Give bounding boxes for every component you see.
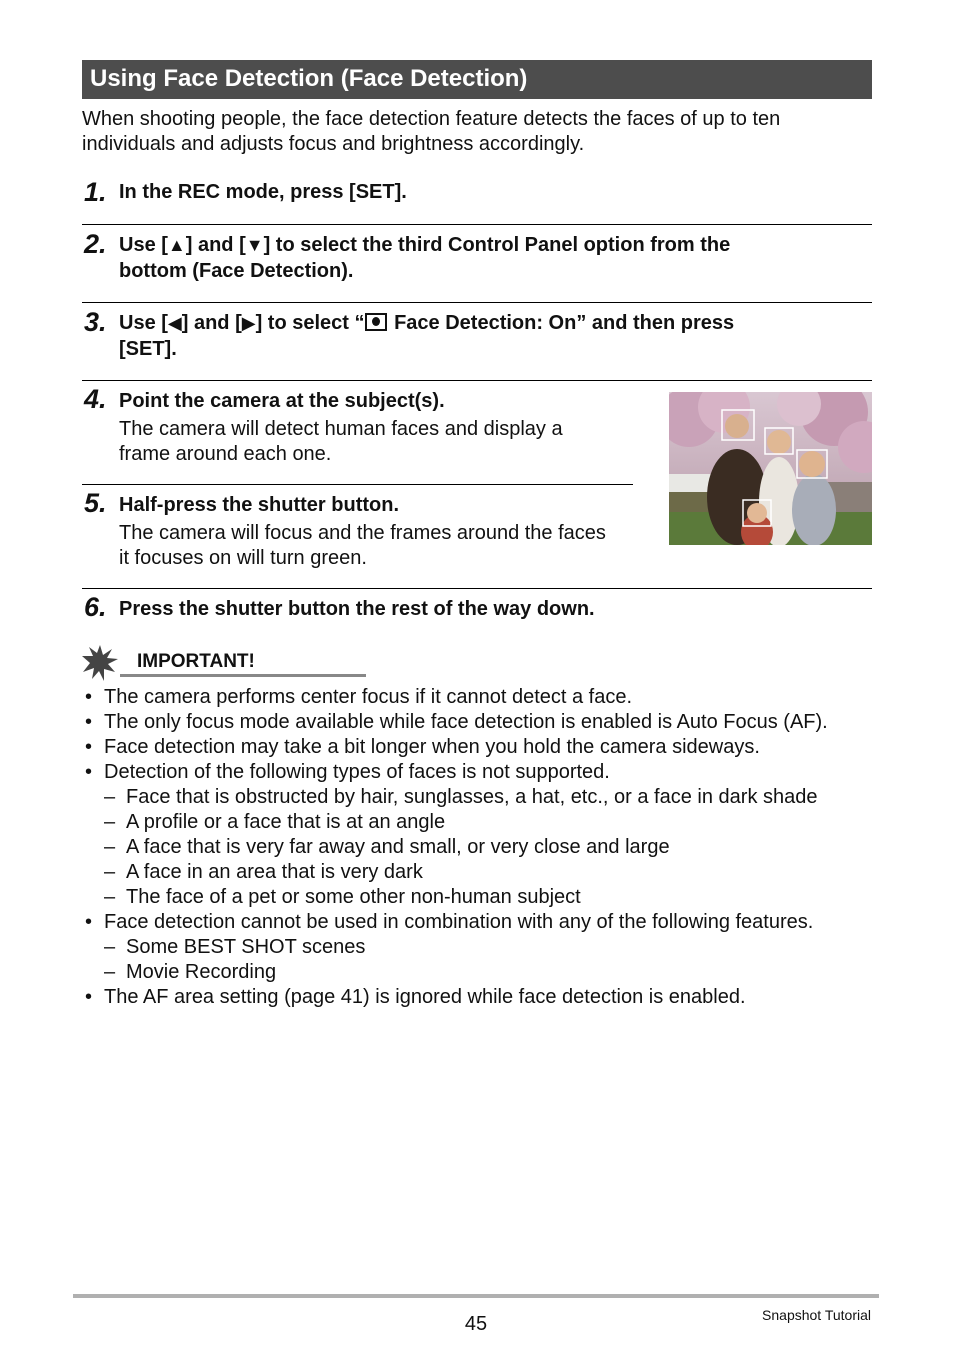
starburst-icon — [82, 645, 118, 681]
bullet-mark: • — [85, 986, 93, 1008]
important-header — [82, 645, 292, 681]
important-underline — [120, 674, 366, 677]
bullet-mark: • — [85, 761, 93, 783]
step-3-title — [119, 310, 734, 362]
list-item — [82, 910, 882, 935]
step-4-description — [119, 417, 563, 467]
step-1-number: 1. — [84, 177, 107, 207]
step-2-title — [119, 232, 730, 284]
face-detection-icon — [365, 313, 387, 331]
note-text: The only focus mode available while face detection is enabled is Auto Focus (AF). — [104, 711, 828, 733]
sub-list-item — [82, 885, 882, 910]
note-text: Face detection cannot be used in combination with any of the following features. — [104, 911, 814, 933]
footer-chapter-title: Snapshot Tutorial — [762, 1307, 871, 1323]
step-3-number: 3. — [84, 307, 107, 337]
step-2-text-b: ] and [ — [185, 234, 246, 256]
step-divider — [82, 302, 872, 303]
sub-list-item — [82, 810, 882, 835]
dash-mark: – — [104, 861, 116, 883]
bullet-mark: • — [85, 711, 93, 733]
note-text: Some BEST SHOT scenes — [126, 936, 366, 958]
step-2-number: 2. — [84, 229, 107, 259]
dash-mark: – — [104, 961, 116, 983]
step-divider — [82, 380, 872, 381]
note-text: The camera performs center focus if it cannot detect a face. — [104, 686, 633, 708]
step-4-number: 4. — [84, 384, 107, 414]
bullet-mark: • — [85, 736, 93, 758]
sub-list-item — [82, 785, 882, 810]
step-2-text-c: ] to select the third Control Panel option from the — [263, 234, 731, 256]
list-item — [82, 760, 882, 785]
important-notes — [82, 685, 882, 1010]
step-5-desc-line2: it focuses on will turn green. — [119, 547, 367, 569]
down-arrow-icon: ▼ — [245, 235, 264, 255]
step-5-number: 5. — [84, 488, 107, 518]
dash-mark: – — [104, 936, 116, 958]
step-3-text-a: Use [ — [119, 312, 168, 334]
dash-mark: – — [104, 786, 116, 808]
right-arrow-icon: ▶ — [241, 313, 256, 333]
note-text: A face that is very far away and small, or very close and large — [126, 836, 670, 858]
bullet-mark: • — [85, 686, 93, 708]
footer-rule — [73, 1294, 879, 1298]
step-4-title: Point the camera at the subject(s). — [119, 390, 445, 412]
step-5-description — [119, 521, 606, 571]
step-3-text-b: ] and [ — [181, 312, 242, 334]
step-2-text-line2: bottom (Face Detection). — [119, 260, 354, 282]
step-3-text-d: Face Detection: On” and then press — [388, 312, 735, 334]
bullet-mark: • — [85, 911, 93, 933]
note-text: Face detection may take a bit longer when you hold the camera sideways. — [104, 736, 760, 758]
step-6-title: Press the shutter button the rest of the way down. — [119, 598, 595, 620]
step-divider — [82, 224, 872, 225]
step-2-text-a: Use [ — [119, 234, 168, 256]
sub-list-item — [82, 835, 882, 860]
list-item — [82, 985, 882, 1010]
dash-mark: – — [104, 886, 116, 908]
list-item — [82, 685, 882, 710]
sub-list-item — [82, 935, 882, 960]
step-4-desc-line1: The camera will detect human faces and display a — [119, 418, 563, 440]
step-3-text-line2: [SET]. — [119, 338, 177, 360]
note-text: The AF area setting (page 41) is ignored while face detection is enabled. — [104, 986, 746, 1008]
step-3-text-c: ] to select “ — [255, 312, 365, 334]
intro-paragraph: When shooting people, the face detection feature detects the faces of up to ten individuals and adjusts focus and brightness accordingly. — [82, 108, 781, 155]
note-text: Face that is obstructed by hair, sunglasses, a hat, etc., or a face in dark shade — [126, 786, 818, 808]
list-item — [82, 735, 882, 760]
sub-list-item — [82, 860, 882, 885]
sub-list-item — [82, 960, 882, 985]
step-5-title: Half-press the shutter button. — [119, 494, 400, 516]
important-label: IMPORTANT! — [137, 651, 255, 672]
note-text: Movie Recording — [126, 961, 277, 983]
note-text: A face in an area that is very dark — [126, 861, 423, 883]
face-detection-example-photo — [669, 392, 872, 545]
dash-mark: – — [104, 836, 116, 858]
dash-mark: – — [104, 811, 116, 833]
list-item — [82, 710, 882, 735]
note-text: Detection of the following types of faces is not supported. — [104, 761, 610, 783]
step-divider — [82, 588, 872, 589]
section-title: Using Face Detection (Face Detection) — [82, 60, 872, 99]
note-text: A profile or a face that is at an angle — [126, 811, 446, 833]
left-arrow-icon: ◀ — [167, 313, 182, 333]
step-divider — [82, 484, 633, 485]
note-text: The face of a pet or some other non-human subject — [126, 886, 581, 908]
step-6-number: 6. — [84, 592, 107, 622]
up-arrow-icon: ▲ — [167, 235, 186, 255]
page-number: 45 — [464, 1313, 488, 1335]
step-5-desc-line1: The camera will focus and the frames around the faces — [119, 522, 606, 544]
step-1-title: In the REC mode, press [SET]. — [119, 181, 407, 203]
step-4-desc-line2: frame around each one. — [119, 443, 332, 465]
